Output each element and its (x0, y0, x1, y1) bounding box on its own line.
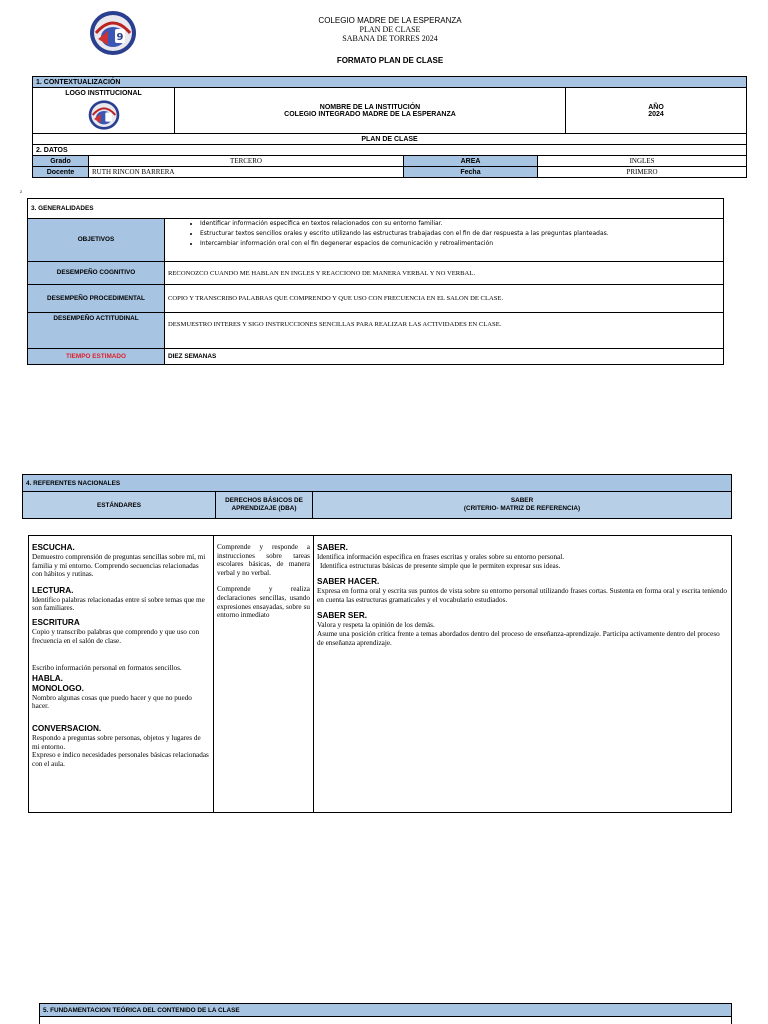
fecha-value: PRIMERO (538, 167, 747, 178)
plan-label: PLAN DE CLASE (33, 134, 747, 145)
area-label: AREA (404, 156, 538, 167)
referentes-header-table (22, 474, 732, 519)
desempeno-cognitivo-value: RECONOZCO CUANDO ME HABLAN EN INGLES Y REACCIONO DE MANERA VERBAL Y NO VERBAL. (165, 262, 724, 285)
school-name-heading: COLEGIO MADRE DE LA ESPERANZA (318, 16, 462, 25)
dba-header-line2: APRENDIZAJE (DBA) (231, 505, 297, 512)
lectura-text: Identifico palabras relacionadas entre sí sobre temas que me son familiares. (32, 595, 205, 613)
fecha-label: Fecha (404, 167, 538, 178)
saber-text-2: Identifica estructuras básicas de presente simple que le permiten expresar sus ideas. (320, 561, 561, 570)
docente-value: RUTH RINCON BARRERA (89, 167, 404, 178)
saber-ser-text-1: Valora y respeta la opinión de los demás. (317, 621, 435, 630)
section-4-title: 4. REFERENTES NACIONALES (23, 475, 732, 492)
logo-cell (33, 88, 175, 134)
objetivos-cell (165, 219, 724, 262)
escucha-text: Demuestro comprensión de preguntas sencillas sobre mí, mi familia y mi entorno. Comprendo secuencias relacionadas con hábitos y rutinas. (32, 553, 206, 579)
docente-label: Docente (33, 167, 89, 178)
year-value: 2024 (648, 110, 664, 118)
fundamentacion-body (40, 1017, 732, 1024)
estandares-cell (29, 536, 214, 813)
format-title: FORMATO PLAN DE CLASE (336, 56, 444, 65)
desempeno-actitudinal-value: DESMUESTRO INTERES Y SIGO INSTRUCCIONES SENCILLAS PARA REALIZAR LAS ACTIVIDADES EN CLASE. (165, 313, 724, 349)
objetivo-item: • Estructurar textos sencillos orales y escrito utilizando las estructuras trabajadas con el fin de dar respuesta a las preguntas planteadas. (200, 229, 720, 239)
institution-label: NOMBRE DE LA INSTITUCIÓN (319, 103, 421, 111)
institution-value: COLEGIO INTEGRADO MADRE DE LA ESPERANZA (284, 110, 456, 118)
conversacion-text-2: Expreso e indico necesidades personales básicas relacionadas con el aula. (32, 751, 209, 768)
year-cell (566, 88, 747, 134)
habla-heading: HABLA. (32, 673, 63, 683)
document-header (240, 16, 540, 43)
saber-hacer-heading: SABER HACER. (317, 577, 380, 587)
estandares-header: ESTÁNDARES (23, 492, 216, 519)
dba-header (216, 492, 313, 519)
section-5-title: 5. FUNDAMENTACION TEÓRICA DEL CONTENIDO DE LA CLASE (40, 1004, 732, 1017)
school-crest-logo (88, 9, 138, 57)
monologo-heading: MONOLOGO. (32, 683, 84, 693)
saber-ser-heading: SABER SER. (317, 611, 368, 621)
plan-heading: PLAN DE CLASE (359, 25, 421, 34)
objetivos-list (200, 219, 720, 249)
page-marker: 2 (20, 189, 23, 194)
conversacion-heading: CONVERSACION. (32, 723, 102, 733)
conversacion-text-1: Respondo a preguntas sobre personas, objetos y lugares de mi entorno. (32, 733, 201, 751)
institution-cell (175, 88, 566, 134)
saber-heading: SABER. (317, 543, 348, 552)
tiempo-estimado-value: DIEZ SEMANAS (165, 349, 724, 365)
school-crest-logo (87, 99, 121, 131)
saber-ser-text-2: Asume una posición crítica frente a temas abordados dentro del proceso de enseñanza-aprendizaje. Participa activamente dentro del proceso de enseñanza aprendizaje. (317, 629, 720, 647)
escucha-heading: ESCUCHA. (32, 543, 75, 552)
saber-hacer-text: Expresa en forma oral y escrita sus puntos de vista sobre su entorno personal utilizando frases cortas. Sustenta en forma oral y escrita teniendo en cuenta las estructuras gramaticales y el vocabulario estudiados. (317, 587, 727, 604)
tiempo-estimado-label: TIEMPO ESTIMADO (28, 349, 165, 365)
fundamentacion-table (39, 1003, 732, 1024)
escribo-text: Escribo información personal en formatos sencillos. (32, 664, 182, 673)
desempeno-actitudinal-label: DESEMPEÑO ACTITUDINAL (28, 313, 165, 349)
dba-text-1: Comprende y responde a instrucciones sobre tareas escolares básicas, de manera verbal y no verbal. (217, 543, 310, 577)
svg-text:9: 9 (116, 32, 124, 43)
objetivos-label: OBJETIVOS (28, 219, 165, 262)
saber-header (313, 492, 732, 519)
saber-header-line2: (CRITERIO- MATRIZ DE REFERENCIA) (463, 505, 581, 512)
objetivo-item: • Identificar información específica en textos relacionados con su entorno familiar. (200, 219, 720, 229)
monologo-text: Nombro algunas cosas que puedo hacer y que no puedo hacer. (32, 693, 192, 711)
escritura-heading: ESCRITURA (32, 617, 80, 627)
grado-value: TERCERO (89, 156, 404, 167)
referentes-body-table (28, 535, 732, 813)
dba-text-2: Comprende y realiza declaraciones sencillas, usando expresiones ensayadas, sobre su entorno inmediato (217, 585, 310, 620)
saber-cell (314, 536, 732, 813)
escritura-text: Copio y transcribo palabras que comprendo y que uso con frecuencia en el salón de clase. (32, 627, 200, 645)
lectura-heading: LECTURA. (32, 585, 74, 595)
dba-header-line1: DERECHOS BÁSICOS DE (225, 497, 303, 504)
year-label: AÑO (648, 103, 664, 111)
logo-label: LOGO INSTITUCIONAL (65, 90, 142, 97)
grado-label: Grado (33, 156, 89, 167)
dba-cell (214, 536, 314, 813)
saber-text-1: Identifica información específica en frases escritas y orales sobre su entorno personal. (317, 553, 565, 561)
saber-header-line1: SABER (510, 497, 534, 504)
desempeno-procedimental-value: COPIO Y TRANSCRIBO PALABRAS QUE COMPRENDO Y QUE USO CON FRECUENCIA EN EL SALON DE CLASE. (165, 285, 724, 313)
section-1-title: 1. CONTEXTUALIZACIÓN (33, 77, 747, 88)
objetivo-item: • Intercambiar información oral con el fin degenerar espacios de comunicación y retroalimentación (200, 239, 720, 249)
generalidades-table (27, 198, 724, 365)
section-2-title: 2. DATOS (33, 145, 747, 156)
desempeno-cognitivo-label: DESEMPEÑO COGNITIVO (28, 262, 165, 285)
town-heading: SABANA DE TORRES 2024 (342, 34, 438, 43)
context-table (32, 76, 747, 178)
section-3-title: 3. GENERALIDADES (28, 199, 724, 219)
area-value: INGLES (538, 156, 747, 167)
desempeno-procedimental-label: DESEMPEÑO PROCEDIMENTAL (28, 285, 165, 313)
